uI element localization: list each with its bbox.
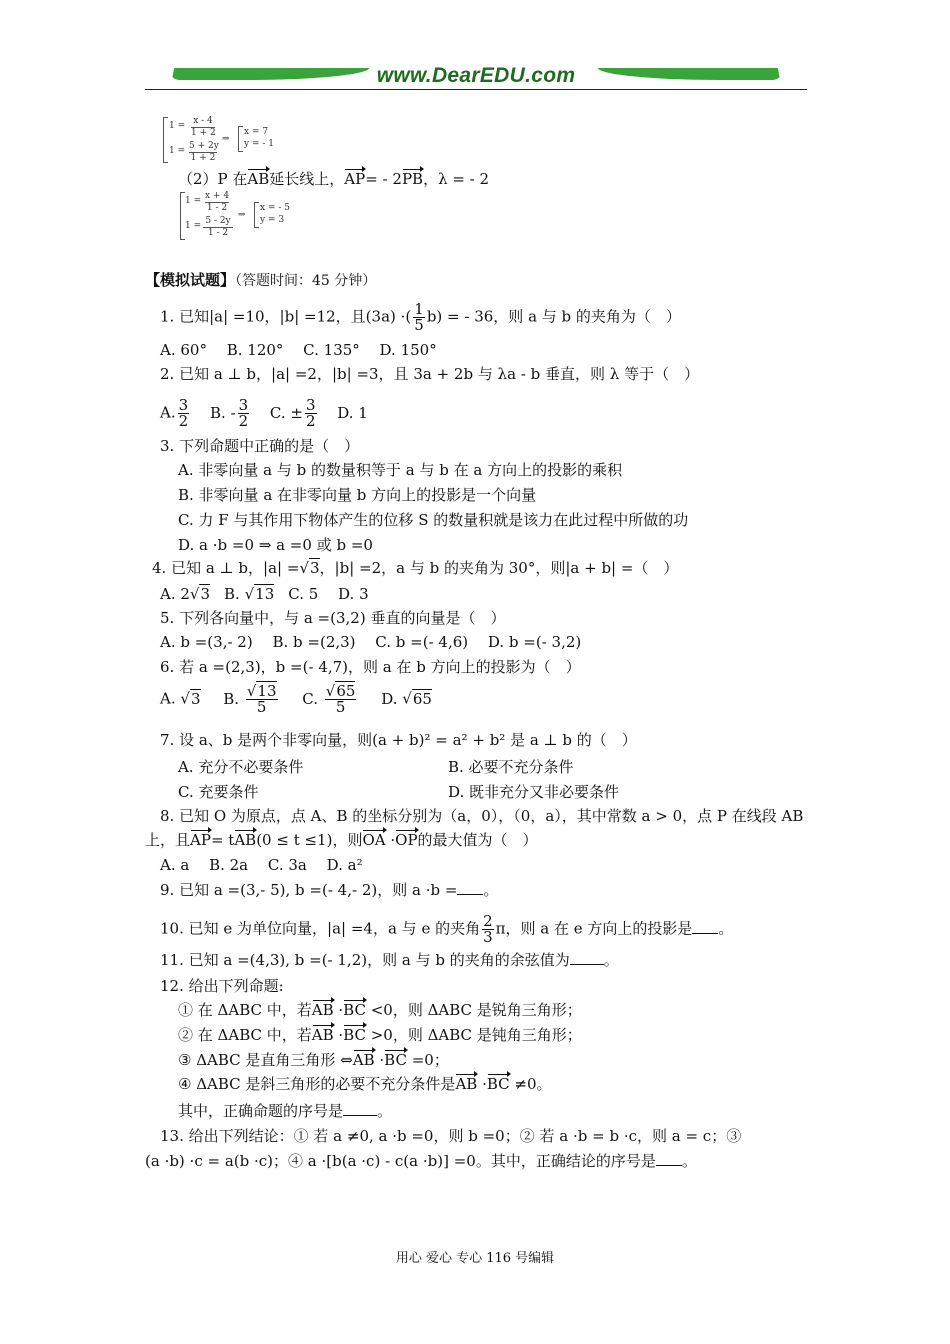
question-5: 5. 下列各向量中，与 a =(3,2) 垂直的向量是（ ） <box>160 609 506 627</box>
page-header <box>145 60 807 92</box>
question-6: 6. 若 a =(2,3)，b =(- 4,7)，则 a 在 b 方向上的投影为（ ） <box>160 658 581 676</box>
question-12-item-1: ① 在 ΔABC 中，若AB ·BC <0，则 ΔABC 是锐角三角形； <box>178 1001 582 1019</box>
question-13-line1: 13. 给出下列结论：① 若 a ≠0, a ·b =0，则 b =0；② 若 a ·b = b ·c，则 a = c；③ <box>160 1127 742 1145</box>
system1-eq2-frac: 5 + 2y 1 + 2 <box>189 141 219 163</box>
question-4: 4. 已知 a ⊥ b，|a| =√3，|b| =2，a 与 b 的夹角为 30°，则|a + b| =（ ） <box>152 559 679 577</box>
system1-arrow: ⇒ <box>222 134 230 144</box>
system1-result-brace <box>238 126 243 152</box>
system1-eq1-frac: x - 4 1 + 2 <box>191 116 216 138</box>
system2-result-x: x = - 5 <box>260 203 290 213</box>
section-title: 【模拟试题】 <box>145 271 236 289</box>
section-heading <box>145 270 376 291</box>
answer-blank[interactable] <box>457 880 483 895</box>
question-1-options: A. 60° B. 120° C. 135° D. 150° <box>160 341 437 359</box>
question-12-tail: 其中，正确命题的序号是 。 <box>178 1102 393 1120</box>
question-3-option-a: A. 非零向量 a 与 b 的数量积等于 a 与 b 在 a 方向上的投影的乘积 <box>178 461 623 479</box>
system2-arrow: ⇒ <box>238 210 246 220</box>
question-1: 1. 已知|a| =10，|b| =12，且(3a) ·( $\frac{1}{5}$ b) = - 36，则 a 与 b 的夹角为（ ） <box>160 300 681 334</box>
question-3-option-c: C. 力 F 与其作用下物体产生的位移 S 的数量积就是该力在此过程中所做的功 <box>178 511 689 529</box>
system2-eq1-lhs: 1 = <box>185 196 202 206</box>
answer-blank[interactable] <box>692 919 718 934</box>
answer-blank[interactable] <box>656 1151 682 1166</box>
question-7-option-d: D. 既非充分又非必要条件 <box>448 783 620 801</box>
question-8-options: A. a B. 2a C. 3a D. a² <box>160 856 363 874</box>
section-note: （答题时间：45 分钟） <box>235 273 377 289</box>
question-8-line2: 上，且AP= tAB(0 ≤ t ≤1)，则OA ·OP的最大值为（ ） <box>145 831 538 849</box>
header-rule <box>145 89 807 90</box>
question-7-option-c: C. 充要条件 <box>178 783 259 801</box>
question-7-option-b: B. 必要不充分条件 <box>448 758 574 776</box>
question-2-options: A. $\frac{3}{2}$ B. - $\frac{3}{2}$ C. ± $\frac{3}{2}$ D. 1 <box>160 396 368 430</box>
question-9: 9. 已知 a =(3,- 5), b =(- 4,- 2)，则 a ·b = 。 <box>160 881 499 899</box>
system1-brace <box>163 117 168 163</box>
system2-eq2-frac: 5 - 2y 1 - 2 <box>203 216 233 239</box>
question-3-option-d: D. a ·b =0 ⇒ a =0 或 b =0 <box>178 536 373 554</box>
system2-result-y: y = 3 <box>260 215 285 225</box>
question-4-options: A. 2√3 B. √13 C. 5 D. 3 <box>160 585 369 603</box>
question-12-item-2: ② 在 ΔABC 中，若AB ·BC >0，则 ΔABC 是钝角三角形； <box>178 1026 582 1044</box>
answer-blank[interactable] <box>343 1101 377 1116</box>
header-site-logo: www.DearEDU.com <box>376 64 576 87</box>
question-12: 12. 给出下列命题: <box>160 977 284 995</box>
question-13-line2: (a ·b) ·c = a(b ·c)；④ a ·[b(a ·c) - c(a ·b)] =0。其中，正确结论的序号是 。 <box>145 1152 697 1170</box>
system2-eq1-frac: x + 4 1 - 2 <box>205 191 230 213</box>
question-6-options: A. √3 B. $\frac{√13}{5}$ C. $\frac{√65}{5}$ D. √65 <box>160 682 432 716</box>
system1-result-x: x = 7 <box>244 127 269 137</box>
system1-eq1-lhs: 1 = <box>169 121 186 131</box>
system1-result-y: y = - 1 <box>244 139 274 149</box>
system2-result-brace <box>254 202 259 228</box>
question-7-option-a: A. 充分不必要条件 <box>178 758 304 776</box>
question-3-option-b: B. 非零向量 a 在非零向量 b 方向上的投影是一个向量 <box>178 486 537 504</box>
question-12-item-3: ③ ΔABC 是直角三角形 ⇔AB ·BC =0； <box>178 1051 449 1069</box>
answer-blank[interactable] <box>570 950 604 965</box>
system1-eq2-lhs: 1 = <box>169 146 186 156</box>
question-2: 2. 已知 a ⊥ b，|a| =2，|b| =3，且 3a + 2b 与 λa - b 垂直，则 λ 等于（ ） <box>160 365 700 383</box>
system2-eq2-lhs: 1 = <box>185 221 202 231</box>
page-footer: 用心 爱心 专心 116 号编辑 <box>395 1251 555 1266</box>
question-11: 11. 已知 a =(4,3), b =(- 1,2)，则 a 与 b 的夹角的余弦值为 。 <box>160 951 619 969</box>
prelude-part2: （2）P 在AB延长线上，AP= - 2PB，λ = - 2 <box>178 170 490 188</box>
question-5-options: A. b =(3,- 2) B. b =(2,3) C. b =(- 4,6) D. b =(- 3,2) <box>160 633 582 651</box>
question-3: 3. 下列命题中正确的是（ ） <box>160 437 360 455</box>
question-7: 7. 设 a、b 是两个非零向量，则(a + b)² = a² + b² 是 a ⊥ b 的（ ） <box>160 731 637 749</box>
question-8-line1: 8. 已知 O 为原点，点 A、B 的坐标分别为（a，0），（0，a），其中常数 a > 0，点 P 在线段 AB <box>160 807 804 825</box>
question-12-item-4: ④ ΔABC 是斜三角形的必要不充分条件是AB ·BC ≠0。 <box>178 1075 552 1093</box>
question-10: 10. 已知 e 为单位向量，|a| =4，a 与 e 的夹角 $\frac{2}{3}$ π，则 a 在 e 方向上的投影是 。 <box>160 912 734 946</box>
